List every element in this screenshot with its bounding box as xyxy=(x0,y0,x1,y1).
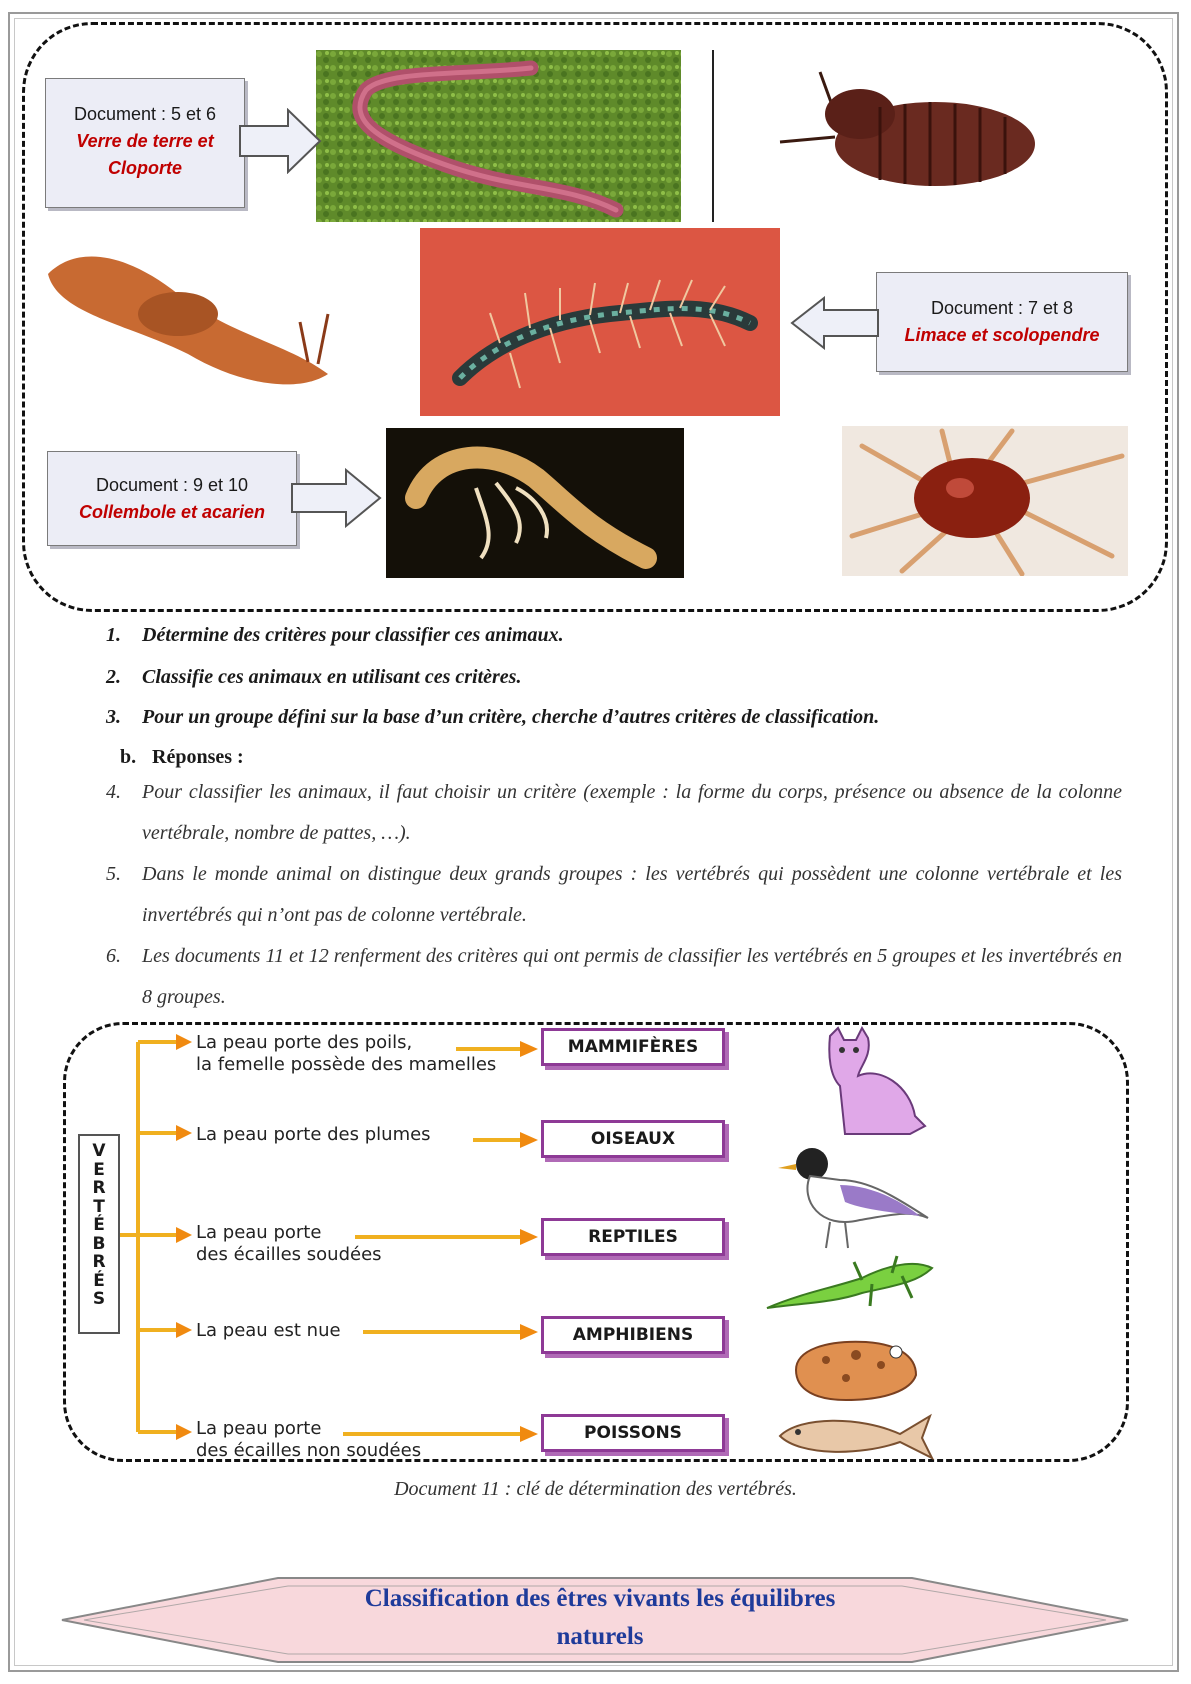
criterion-reptiles xyxy=(196,1222,382,1266)
vertebres-root-label xyxy=(78,1134,120,1334)
bird-illustration xyxy=(770,1140,930,1250)
arrow-left-icon xyxy=(790,296,880,350)
doc-5-6-number: Document : 5 et 6 xyxy=(73,104,217,124)
group-oiseaux: OISEAUX xyxy=(541,1120,725,1158)
mite-photo xyxy=(842,426,1128,576)
doc-7-8-label xyxy=(876,272,1128,372)
slug-photo xyxy=(38,244,338,412)
question-number: 2. xyxy=(106,666,121,688)
responses-heading xyxy=(120,746,244,769)
criterion-birds xyxy=(196,1124,431,1146)
criterion-line: des écailles soudées xyxy=(196,1244,382,1265)
criterion-line: La peau porte des poils, xyxy=(196,1032,413,1053)
doc-7-8-names: Limace et scolopendre xyxy=(904,325,1100,345)
doc-5-6-names: Verre de terre et Cloporte xyxy=(76,131,214,178)
answer-number: 6. xyxy=(106,945,121,967)
answer-4 xyxy=(106,772,1122,854)
woodlouse-photo xyxy=(760,62,1070,210)
criterion-line: la femelle possède des mamelles xyxy=(196,1054,497,1075)
doc-7-8-number: Document : 7 et 8 xyxy=(930,298,1074,318)
responses-title: Réponses : xyxy=(152,746,244,768)
question-2 xyxy=(106,666,521,689)
criterion-line: des écailles non soudées xyxy=(196,1440,422,1461)
separator-line xyxy=(712,50,714,222)
arrow-right-icon xyxy=(290,468,382,528)
answer-number: 5. xyxy=(106,863,121,885)
answer-text: Les documents 11 et 12 renferment des critères qui ont permis de classifier les vertébrés en 5 groupes et les invertébrés en 8 groupes. xyxy=(142,945,1122,1008)
group-poissons: POISSONS xyxy=(541,1414,725,1452)
answer-text: Dans le monde animal on distingue deux grands groupes : les vertébrés qui possèdent une colonne vertébrale et les invertébrés qui n’ont pas de colonne vertébrale. xyxy=(142,863,1122,926)
earthworm-photo xyxy=(316,50,681,222)
springtail-photo xyxy=(386,428,684,578)
criterion-line: La peau porte xyxy=(196,1222,322,1243)
answer-text: Pour classifier les animaux, il faut choisir un critère (exemple : la forme du corps, présence ou absence de la colonne vertébrale, nombre de pattes, …). xyxy=(142,781,1122,844)
criterion-mammals xyxy=(196,1032,496,1076)
document-11-caption: Document 11 : clé de détermination des vertébrés. xyxy=(394,1478,797,1500)
fish-illustration xyxy=(770,1406,940,1466)
answer-6 xyxy=(106,936,1122,1018)
criterion-line: La peau porte des plumes xyxy=(196,1124,431,1145)
footer-title xyxy=(300,1580,900,1656)
group-reptiles: REPTILES xyxy=(541,1218,725,1256)
frog-illustration xyxy=(786,1330,926,1410)
lizard-illustration xyxy=(762,1248,942,1328)
criterion-amphibians xyxy=(196,1320,341,1342)
doc-9-10-names: Collembole et acarien xyxy=(78,502,266,522)
question-number: 1. xyxy=(106,624,121,646)
question-number: 3. xyxy=(106,706,121,728)
criterion-fish xyxy=(196,1418,421,1462)
arrow-right-icon xyxy=(238,108,322,174)
question-1 xyxy=(106,624,564,647)
question-text: Détermine des critères pour classifier ces animaux. xyxy=(142,624,564,646)
answer-number: 4. xyxy=(106,781,121,803)
doc-9-10-label xyxy=(47,451,297,546)
group-mammiferes: MAMMIFÈRES xyxy=(541,1028,725,1066)
vertebres-text: VERTÉBRÉS xyxy=(92,1141,106,1309)
group-amphibiens: AMPHIBIENS xyxy=(541,1316,725,1354)
criterion-line: La peau est nue xyxy=(196,1320,341,1341)
doc-5-6-label xyxy=(45,78,245,208)
question-3 xyxy=(106,706,879,729)
criterion-line: La peau porte xyxy=(196,1418,322,1439)
cat-illustration xyxy=(800,1026,940,1138)
centipede-photo xyxy=(420,228,780,416)
question-text: Pour un groupe défini sur la base d’un critère, cherche d’autres critères de classification. xyxy=(142,706,880,728)
responses-letter: b. xyxy=(120,746,137,768)
footer-title-line2: naturels xyxy=(556,1623,644,1650)
question-text: Classifie ces animaux en utilisant ces critères. xyxy=(142,666,522,688)
doc-9-10-number: Document : 9 et 10 xyxy=(95,475,249,495)
footer-title-line1: Classification des êtres vivants les équilibres xyxy=(364,1585,836,1612)
answer-5 xyxy=(106,854,1122,936)
